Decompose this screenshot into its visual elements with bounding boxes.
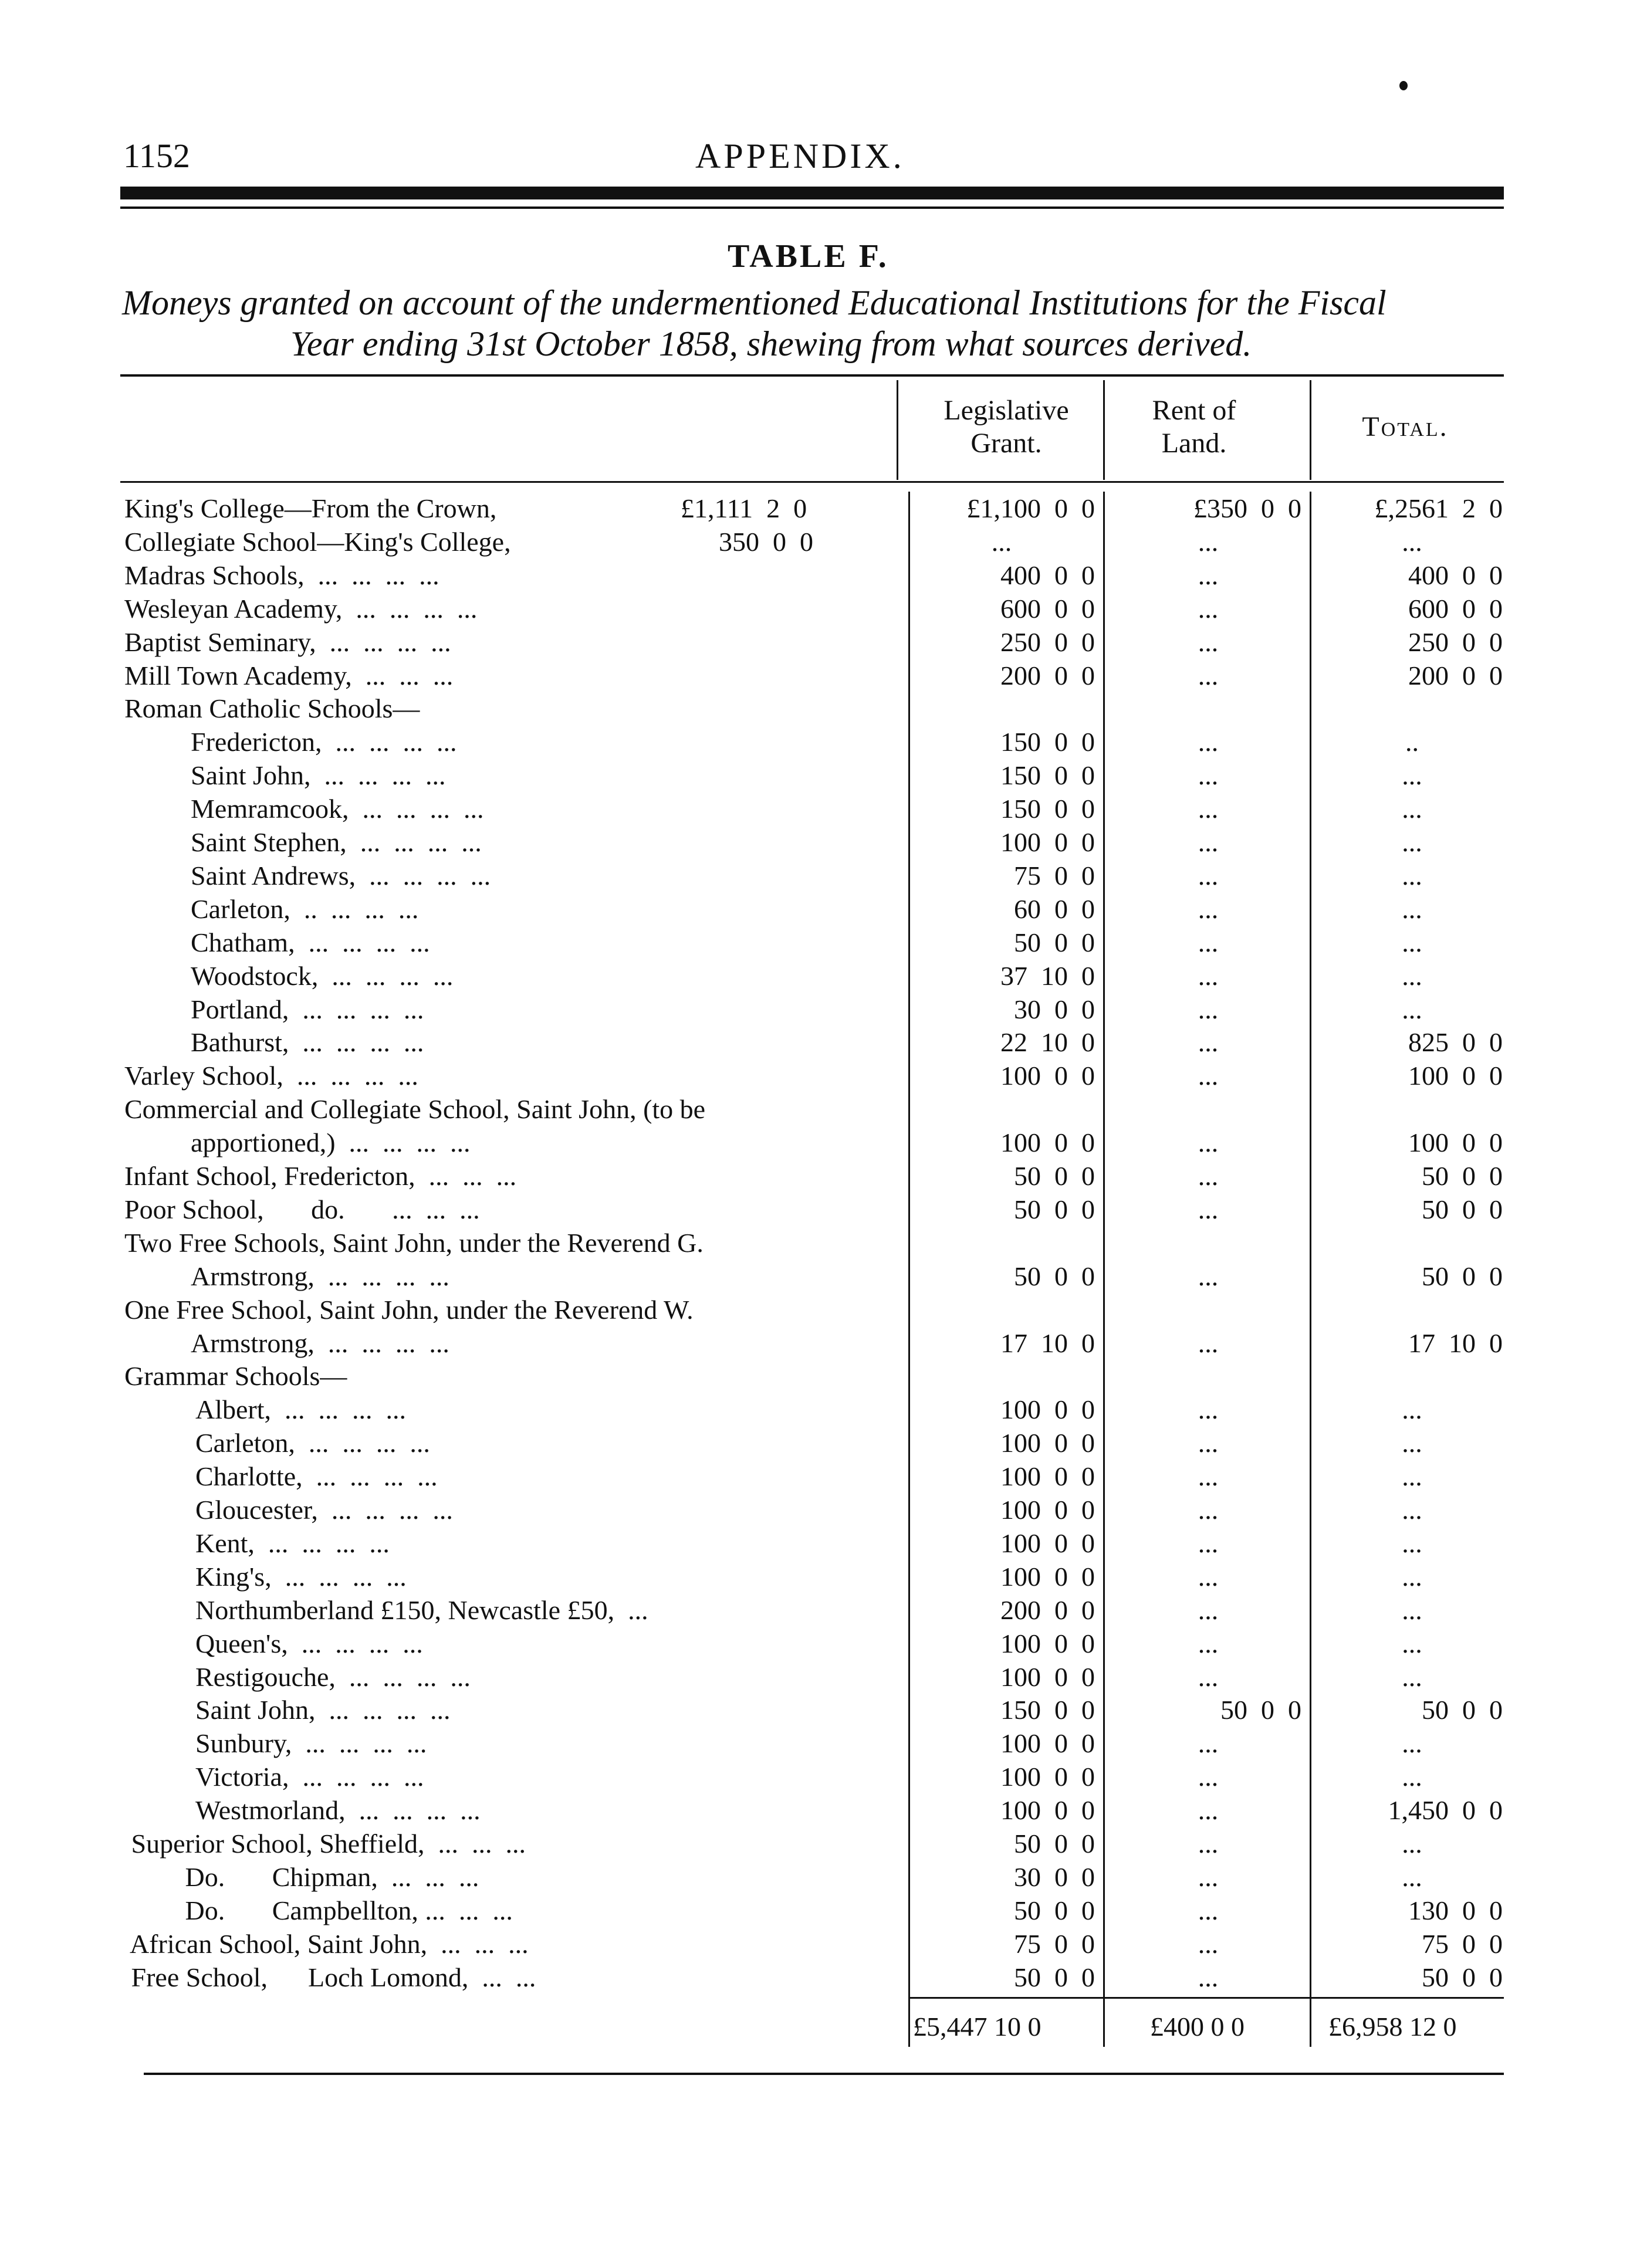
cell-rent-of-land: ...: [1198, 594, 1219, 624]
row-subamount: 350 0 0: [719, 527, 813, 557]
cell-legislative-grant: 150 0 0: [1000, 727, 1095, 757]
cell-rent-of-land: ...: [1198, 1562, 1219, 1592]
cell-legislative-grant: 100 0 0: [1000, 1461, 1095, 1491]
cell-rent-of-land: ...: [1198, 1528, 1219, 1558]
cell-legislative-grant: 100 0 0: [1000, 1061, 1095, 1091]
page-number: 1152: [123, 137, 190, 175]
table-row: [0, 1961, 1630, 1995]
cell-rent-of-land: ...: [1198, 1862, 1219, 1892]
column-divider-land: [1103, 380, 1105, 480]
row-label: One Free School, Saint John, under the Reverend W.: [124, 1295, 694, 1325]
cell-total: ...: [1402, 1629, 1422, 1658]
row-label: Infant School, Fredericton, ... ... ...: [124, 1161, 517, 1191]
cell-legislative-grant: 150 0 0: [1000, 1695, 1095, 1725]
cell-legislative-grant: 100 0 0: [1000, 1428, 1095, 1458]
cell-total: ...: [1402, 927, 1422, 957]
table-caption-line-1: Moneys granted on account of the undermentioned Educational Institutions for the Fiscal: [122, 283, 1386, 322]
row-label: Carleton, ... ... ... ...: [195, 1428, 430, 1458]
total-total: £6,958 12 0: [1328, 2012, 1457, 2042]
table-row: [0, 859, 1630, 893]
total-land: £400 0 0: [1150, 2012, 1245, 2042]
row-label: Chatham, ... ... ... ...: [191, 927, 430, 957]
table-header-rule: [120, 481, 1504, 483]
cell-total: ...: [1402, 961, 1422, 991]
cell-rent-of-land: ...: [1198, 1495, 1219, 1525]
cell-total: ...: [1402, 1862, 1422, 1892]
row-label: Bathurst, ... ... ... ...: [191, 1027, 424, 1057]
cell-legislative-grant: 100 0 0: [1000, 1662, 1095, 1692]
row-label: King's, ... ... ... ...: [195, 1562, 407, 1592]
table-row: [0, 1359, 1630, 1393]
table-row: [0, 926, 1630, 960]
cell-legislative-grant: 100 0 0: [1000, 1394, 1095, 1424]
table-row: [0, 825, 1630, 859]
row-label: Gloucester, ... ... ... ...: [195, 1495, 453, 1525]
cell-rent-of-land: ...: [1198, 1328, 1219, 1358]
table-row: [0, 792, 1630, 826]
cell-rent-of-land: ...: [1198, 894, 1219, 924]
table-row: [0, 1827, 1630, 1861]
cell-rent-of-land: ...: [1198, 760, 1219, 790]
row-label: Commercial and Collegiate School, Saint John, (to be: [124, 1094, 706, 1124]
totals-rule: [908, 1997, 1504, 1999]
cell-total: ...: [1402, 1528, 1422, 1558]
cell-total: 100 0 0: [1408, 1128, 1503, 1157]
totals-row: [0, 2010, 1630, 2044]
cell-legislative-grant: 100 0 0: [1000, 827, 1095, 857]
table-row: [0, 1627, 1630, 1661]
cell-legislative-grant: 50 0 0: [1014, 927, 1095, 957]
cell-rent-of-land: ...: [1198, 1027, 1219, 1057]
cell-legislative-grant: 200 0 0: [1000, 1595, 1095, 1625]
cell-legislative-grant: ...: [991, 527, 1012, 557]
cell-total: 200 0 0: [1408, 661, 1503, 690]
cell-total: ...: [1402, 527, 1422, 557]
row-label: Poor School, do. ... ... ...: [124, 1194, 480, 1224]
cell-total: ...: [1402, 1595, 1422, 1625]
row-label: Armstrong, ... ... ... ...: [191, 1328, 449, 1358]
row-label: Charlotte, ... ... ... ...: [195, 1461, 438, 1491]
table-bottom-rule: [144, 2073, 1504, 2075]
cell-total: ...: [1402, 894, 1422, 924]
cell-legislative-grant: 37 10 0: [1000, 961, 1095, 991]
cell-total: ...: [1402, 827, 1422, 857]
cell-rent-of-land: ...: [1198, 661, 1219, 690]
cell-rent-of-land: ...: [1198, 1829, 1219, 1859]
cell-legislative-grant: 50 0 0: [1014, 1895, 1095, 1925]
row-label: Saint Andrews, ... ... ... ...: [191, 861, 491, 891]
cell-total: ..: [1405, 727, 1419, 757]
cell-legislative-grant: 100 0 0: [1000, 1629, 1095, 1658]
cell-legislative-grant: 50 0 0: [1014, 1261, 1095, 1291]
cell-rent-of-land: ...: [1198, 1629, 1219, 1658]
header-legislative-grant: Legislative Grant.: [943, 395, 1069, 459]
row-label: Mill Town Academy, ... ... ...: [124, 661, 454, 690]
cell-legislative-grant: 100 0 0: [1000, 1795, 1095, 1825]
column-divider-grant: [897, 380, 898, 480]
table-row: [0, 1326, 1630, 1360]
cell-total: 130 0 0: [1408, 1895, 1503, 1925]
table-row: [0, 1860, 1630, 1894]
cell-legislative-grant: 100 0 0: [1000, 1762, 1095, 1792]
cell-legislative-grant: 50 0 0: [1014, 1829, 1095, 1859]
cell-rent-of-land: ...: [1198, 794, 1219, 824]
cell-rent-of-land: ...: [1198, 1394, 1219, 1424]
table-top-rule: [120, 374, 1504, 377]
cell-legislative-grant: 100 0 0: [1000, 1528, 1095, 1558]
cell-total: 600 0 0: [1408, 594, 1503, 624]
cell-rent-of-land: ...: [1198, 994, 1219, 1024]
cell-rent-of-land: ...: [1198, 927, 1219, 957]
cell-rent-of-land: ...: [1198, 1762, 1219, 1792]
row-label: Albert, ... ... ... ...: [195, 1394, 407, 1424]
cell-rent-of-land: ...: [1198, 560, 1219, 590]
row-label: apportioned,) ... ... ... ...: [191, 1128, 471, 1157]
table-row: [0, 1526, 1630, 1560]
cell-total: ...: [1402, 861, 1422, 891]
header-rule-thick: [120, 187, 1504, 199]
column-divider-total: [1310, 380, 1311, 480]
table-row: [0, 1393, 1630, 1427]
table-row: [0, 659, 1630, 693]
cell-legislative-grant: 150 0 0: [1000, 794, 1095, 824]
table-row: [0, 1693, 1630, 1727]
cell-legislative-grant: 400 0 0: [1000, 560, 1095, 590]
cell-rent-of-land: ...: [1198, 1161, 1219, 1191]
row-label: Queen's, ... ... ... ...: [195, 1629, 423, 1658]
cell-rent-of-land: £350 0 0: [1193, 493, 1301, 523]
cell-total: ...: [1402, 994, 1422, 1024]
cell-rent-of-land: ...: [1198, 1061, 1219, 1091]
cell-total: ...: [1402, 1461, 1422, 1491]
row-label: African School, Saint John, ... ... ...: [124, 1929, 529, 1959]
table-row: [0, 1493, 1630, 1527]
cell-legislative-grant: 60 0 0: [1014, 894, 1095, 924]
cell-total: ...: [1402, 1829, 1422, 1859]
cell-total: ...: [1402, 794, 1422, 824]
cell-rent-of-land: ...: [1198, 1461, 1219, 1491]
table-row: [0, 1727, 1630, 1761]
table-row: [0, 1226, 1630, 1260]
cell-total: ...: [1402, 1728, 1422, 1758]
table-row: [0, 1760, 1630, 1794]
row-label: Saint John, ... ... ... ...: [195, 1695, 451, 1725]
table-row: [0, 1025, 1630, 1059]
row-label: Wesleyan Academy, ... ... ... ...: [124, 594, 478, 624]
cell-total: ...: [1402, 1495, 1422, 1525]
table-row: [0, 1293, 1630, 1327]
cell-rent-of-land: ...: [1198, 961, 1219, 991]
cell-legislative-grant: 600 0 0: [1000, 594, 1095, 624]
table-row: [0, 892, 1630, 926]
table-row: [0, 1560, 1630, 1594]
cell-legislative-grant: 100 0 0: [1000, 1495, 1095, 1525]
cell-rent-of-land: ...: [1198, 1128, 1219, 1157]
cell-rent-of-land: ...: [1198, 727, 1219, 757]
cell-legislative-grant: 100 0 0: [1000, 1562, 1095, 1592]
table-title: TABLE F.: [728, 238, 889, 275]
cell-legislative-grant: 50 0 0: [1014, 1962, 1095, 1992]
row-label: Saint Stephen, ... ... ... ...: [191, 827, 482, 857]
row-label: Saint John, ... ... ... ...: [191, 760, 446, 790]
cell-legislative-grant: 75 0 0: [1014, 1929, 1095, 1959]
cell-total: ...: [1402, 760, 1422, 790]
cell-total: 50 0 0: [1422, 1194, 1503, 1224]
running-head: APPENDIX.: [695, 137, 905, 175]
row-label: Free School, Loch Lomond, ... ...: [124, 1962, 536, 1992]
cell-legislative-grant: 100 0 0: [1000, 1128, 1095, 1157]
total-grant: £5,447 10 0: [913, 2012, 1041, 2042]
cell-total: 17 10 0: [1408, 1328, 1503, 1358]
row-label: Fredericton, ... ... ... ...: [191, 727, 457, 757]
cell-rent-of-land: ...: [1198, 861, 1219, 891]
cell-total: 1,450 0 0: [1388, 1795, 1503, 1825]
row-label: Do. Chipman, ... ... ...: [124, 1862, 479, 1892]
table-row: [0, 1059, 1630, 1093]
row-label: Two Free Schools, Saint John, under the Reverend G.: [124, 1228, 704, 1258]
table-row: [0, 592, 1630, 626]
table-row: [0, 492, 1630, 526]
row-label: Westmorland, ... ... ... ...: [195, 1795, 481, 1825]
cell-legislative-grant: 100 0 0: [1000, 1728, 1095, 1758]
table-row: [0, 1593, 1630, 1627]
row-label: Armstrong, ... ... ... ...: [191, 1261, 449, 1291]
row-label: King's College—From the Crown,: [124, 493, 497, 523]
cell-total: ...: [1402, 1394, 1422, 1424]
cell-rent-of-land: ...: [1198, 1428, 1219, 1458]
cell-total: 50 0 0: [1422, 1695, 1503, 1725]
cell-legislative-grant: 22 10 0: [1000, 1027, 1095, 1057]
cell-legislative-grant: 150 0 0: [1000, 760, 1095, 790]
ink-dot: [1399, 81, 1408, 90]
cell-total: 50 0 0: [1422, 1161, 1503, 1191]
table-row: [0, 1927, 1630, 1961]
cell-total: 50 0 0: [1422, 1261, 1503, 1291]
row-label: Restigouche, ... ... ... ...: [195, 1662, 471, 1692]
cell-legislative-grant: 17 10 0: [1000, 1328, 1095, 1358]
column-divider-total-body: [1310, 492, 1311, 2047]
table-row: [0, 1092, 1630, 1126]
row-label: Northumberland £150, Newcastle £50, ...: [195, 1595, 648, 1625]
table-row: [0, 725, 1630, 759]
row-label: Baptist Seminary, ... ... ... ...: [124, 627, 451, 657]
cell-total: ...: [1402, 1662, 1422, 1692]
row-label: Superior School, Sheffield, ... ... ...: [124, 1829, 526, 1859]
table-row: [0, 625, 1630, 659]
cell-legislative-grant: 50 0 0: [1014, 1194, 1095, 1224]
row-label: Roman Catholic Schools—: [124, 693, 420, 723]
row-label: Collegiate School—King's College,: [124, 527, 511, 557]
table-caption-line-2: Year ending 31st October 1858, shewing from what sources derived.: [290, 324, 1252, 363]
cell-rent-of-land: ...: [1198, 1929, 1219, 1959]
cell-total: ...: [1402, 1562, 1422, 1592]
cell-total: 400 0 0: [1408, 560, 1503, 590]
column-divider-land-body: [1103, 492, 1105, 2047]
cell-total: 50 0 0: [1422, 1962, 1503, 1992]
table-row: [0, 692, 1630, 726]
table-row: [0, 525, 1630, 559]
cell-legislative-grant: 75 0 0: [1014, 861, 1095, 891]
cell-rent-of-land: ...: [1198, 1194, 1219, 1224]
table-row: [0, 1260, 1630, 1294]
cell-rent-of-land: ...: [1198, 1795, 1219, 1825]
cell-total: 250 0 0: [1408, 627, 1503, 657]
cell-legislative-grant: 200 0 0: [1000, 661, 1095, 690]
row-label: Kent, ... ... ... ...: [195, 1528, 390, 1558]
cell-legislative-grant: 30 0 0: [1014, 1862, 1095, 1892]
table-row: [0, 1126, 1630, 1160]
cell-total: 75 0 0: [1422, 1929, 1503, 1959]
table-row: [0, 1894, 1630, 1928]
table-row: [0, 993, 1630, 1027]
table-row: [0, 1193, 1630, 1227]
row-label: Memramcook, ... ... ... ...: [191, 794, 484, 824]
row-label: Woodstock, ... ... ... ...: [191, 961, 454, 991]
row-subamount: £1,111 2 0: [681, 493, 807, 523]
table-row: [0, 1660, 1630, 1694]
row-label: Sunbury, ... ... ... ...: [195, 1728, 427, 1758]
cell-legislative-grant: £1,100 0 0: [966, 493, 1095, 523]
row-label: Grammar Schools—: [124, 1361, 347, 1391]
cell-total: ...: [1402, 1762, 1422, 1792]
cell-total: 100 0 0: [1408, 1061, 1503, 1091]
cell-rent-of-land: ...: [1198, 1895, 1219, 1925]
cell-rent-of-land: ...: [1198, 1261, 1219, 1291]
table-row: [0, 1793, 1630, 1827]
cell-rent-of-land: ...: [1198, 1662, 1219, 1692]
table-row: [0, 1426, 1630, 1460]
cell-total: ...: [1402, 1428, 1422, 1458]
row-label: Portland, ... ... ... ...: [191, 994, 424, 1024]
cell-rent-of-land: ...: [1198, 1595, 1219, 1625]
cell-rent-of-land: 50 0 0: [1220, 1695, 1301, 1725]
cell-legislative-grant: 250 0 0: [1000, 627, 1095, 657]
table-row: [0, 1159, 1630, 1193]
row-label: Varley School, ... ... ... ...: [124, 1061, 418, 1091]
table-row: [0, 759, 1630, 793]
cell-legislative-grant: 30 0 0: [1014, 994, 1095, 1024]
table-row: [0, 558, 1630, 593]
table-row: [0, 959, 1630, 993]
cell-rent-of-land: ...: [1198, 527, 1219, 557]
row-label: Victoria, ... ... ... ...: [195, 1762, 424, 1792]
table-row: [0, 1460, 1630, 1494]
cell-total: £,2561 2 0: [1374, 493, 1503, 523]
cell-legislative-grant: 50 0 0: [1014, 1161, 1095, 1191]
cell-total: 825 0 0: [1408, 1027, 1503, 1057]
cell-rent-of-land: ...: [1198, 1728, 1219, 1758]
column-divider-grant-body: [908, 492, 910, 2047]
cell-rent-of-land: ...: [1198, 1962, 1219, 1992]
header-rent-of-land: Rent of Land.: [1152, 395, 1236, 459]
row-label: Carleton, .. ... ... ...: [191, 894, 419, 924]
header-rule-thin: [120, 207, 1504, 209]
row-label: Do. Campbellton, ... ... ...: [124, 1895, 513, 1925]
cell-rent-of-land: ...: [1198, 627, 1219, 657]
row-label: Madras Schools, ... ... ... ...: [124, 560, 439, 590]
cell-rent-of-land: ...: [1198, 827, 1219, 857]
header-total: Total.: [1362, 411, 1449, 442]
